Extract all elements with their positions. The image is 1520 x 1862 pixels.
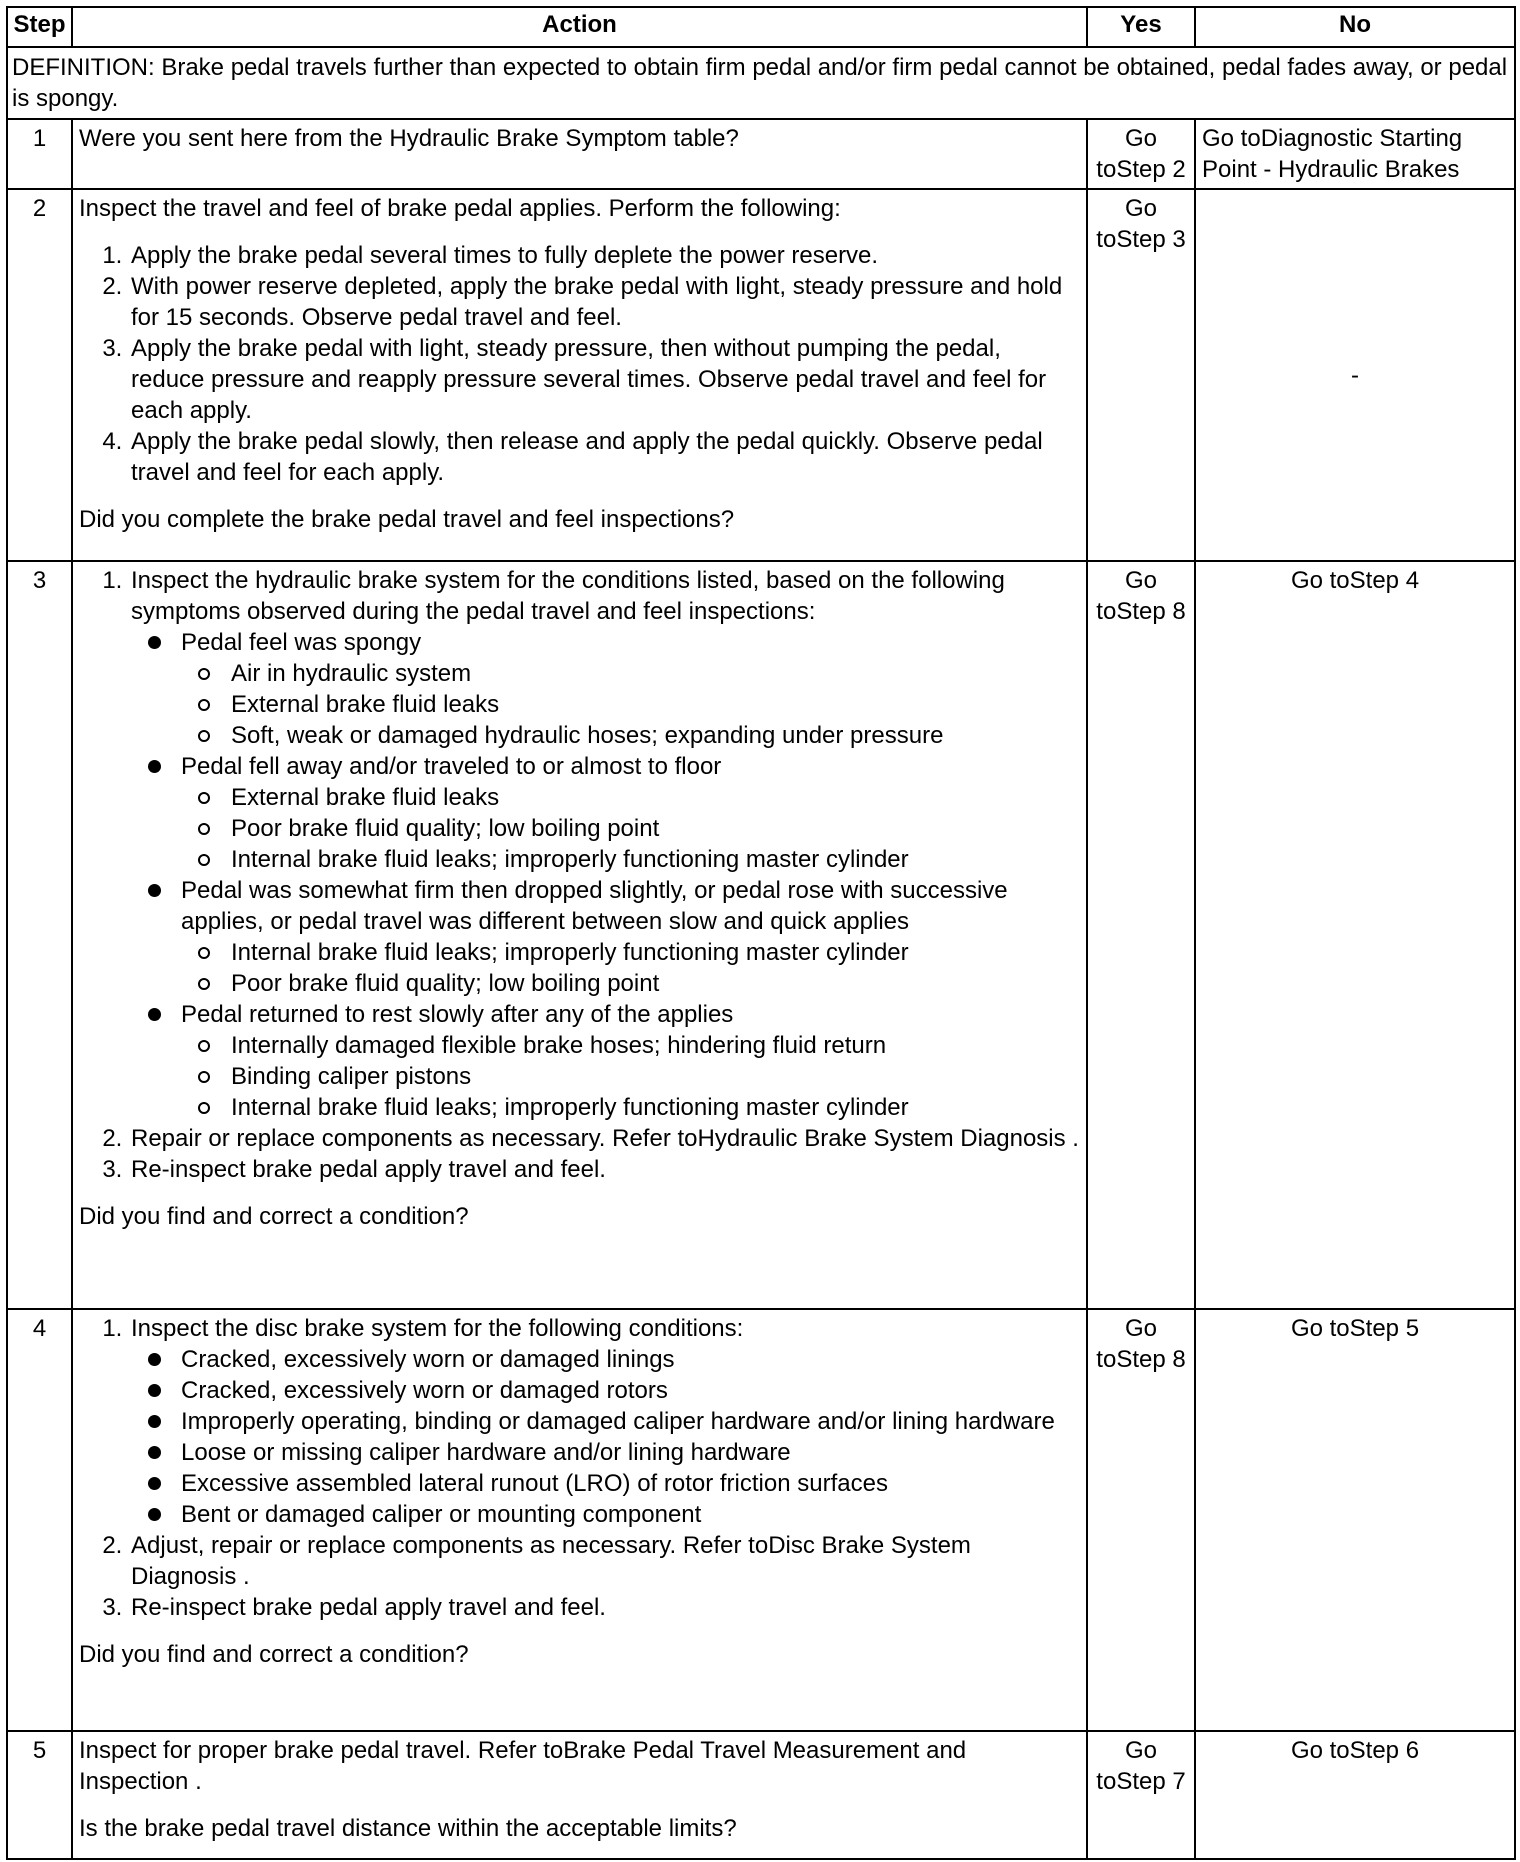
cause-item: External brake fluid leaks <box>231 689 1080 720</box>
action-cell <box>72 1731 1087 1859</box>
action-text: Were you sent here from the Hydraulic Brake Symptom table? <box>72 119 1087 189</box>
cause-item: Poor brake fluid quality; low boiling point <box>231 813 1080 844</box>
procedure-list <box>79 240 1080 488</box>
action-intro: Inspect the travel and feel of brake pedal applies. Perform the following: <box>79 195 841 222</box>
list-item: 2. Repair or replace components as necessary. Refer toHydraulic Brake System Diagnosis . <box>129 1123 1080 1154</box>
step-number: 3 <box>7 561 72 1309</box>
cause-item: Internally damaged flexible brake hoses; hindering fluid return <box>231 1030 1080 1061</box>
step-number: 1 <box>7 119 72 189</box>
table-row <box>7 1731 1515 1859</box>
cause-list <box>181 1030 1080 1123</box>
action-cell <box>72 561 1087 1309</box>
symptom-item <box>181 875 1080 999</box>
condition-item: Cracked, excessively worn or damaged rotors <box>181 1375 1080 1406</box>
cause-item: Binding caliper pistons <box>231 1061 1080 1092</box>
symptom-item <box>181 999 1080 1123</box>
definition-row <box>7 47 1515 119</box>
table-row <box>7 561 1515 1309</box>
header-yes: Yes <box>1087 7 1195 47</box>
header-step: Step <box>7 7 72 47</box>
header-action: Action <box>72 7 1087 47</box>
header-no: No <box>1195 7 1515 47</box>
table-row <box>7 119 1515 189</box>
list-item: 2. Adjust, repair or replace components as necessary. Refer toDisc Brake System Diagnosis . <box>129 1530 1080 1592</box>
no-result: Go toStep 5 <box>1195 1309 1515 1731</box>
condition-list <box>131 1344 1080 1530</box>
symptom-list <box>131 627 1080 1123</box>
table-row <box>7 189 1515 561</box>
step-number: 2 <box>7 189 72 561</box>
list-item: 3. Re-inspect brake pedal apply travel and feel. <box>129 1154 1080 1185</box>
list-item: 4. Apply the brake pedal slowly, then release and apply the pedal quickly. Observe pedal travel and feel for each apply. <box>129 426 1080 488</box>
yes-result: Go toStep 3 <box>1087 189 1195 561</box>
table-row <box>7 1309 1515 1731</box>
definition-text: DEFINITION: Brake pedal travels further than expected to obtain firm pedal and/or firm pedal cannot be obtained, pedal fades away, or pedal is spongy. <box>7 47 1515 119</box>
condition-item: Cracked, excessively worn or damaged linings <box>181 1344 1080 1375</box>
cause-list <box>181 937 1080 999</box>
yes-result: Go toStep 8 <box>1087 1309 1195 1731</box>
action-question: Did you complete the brake pedal travel and feel inspections? <box>79 506 735 533</box>
action-intro: Inspect for proper brake pedal travel. Refer toBrake Pedal Travel Measurement and Inspection . <box>79 1737 967 1795</box>
cause-item: Internal brake fluid leaks; improperly functioning master cylinder <box>231 937 1080 968</box>
diagnostic-table <box>6 6 1516 1860</box>
condition-item: Improperly operating, binding or damaged caliper hardware and/or lining hardware <box>181 1406 1080 1437</box>
no-result: Go toDiagnostic Starting Point - Hydraulic Brakes <box>1195 119 1515 189</box>
symptom-item <box>181 627 1080 751</box>
list-item-text: Inspect the disc brake system for the following conditions: <box>131 1315 744 1342</box>
condition-item: Loose or missing caliper hardware and/or lining hardware <box>181 1437 1080 1468</box>
symptom-label: Pedal feel was spongy <box>181 629 422 656</box>
procedure-list <box>79 565 1080 1185</box>
no-result: - <box>1195 189 1515 561</box>
condition-item: Excessive assembled lateral runout (LRO) of rotor friction surfaces <box>181 1468 1080 1499</box>
list-item: 3. Apply the brake pedal with light, steady pressure, then without pumping the pedal, reduce pressure and reapply pressure several times. Observe pedal travel and feel for each apply. <box>129 333 1080 426</box>
cause-item: External brake fluid leaks <box>231 782 1080 813</box>
no-result: Go toStep 6 <box>1195 1731 1515 1859</box>
cause-list <box>181 782 1080 875</box>
action-question: Did you find and correct a condition? <box>79 1203 469 1230</box>
action-cell <box>72 189 1087 561</box>
cause-item: Poor brake fluid quality; low boiling point <box>231 968 1080 999</box>
yes-result: Go toStep 8 <box>1087 561 1195 1309</box>
symptom-label: Pedal fell away and/or traveled to or almost to floor <box>181 753 722 780</box>
list-item: 3. Re-inspect brake pedal apply travel and feel. <box>129 1592 1080 1623</box>
cause-item: Internal brake fluid leaks; improperly functioning master cylinder <box>231 844 1080 875</box>
cause-item: Air in hydraulic system <box>231 658 1080 689</box>
list-item: 2. With power reserve depleted, apply the brake pedal with light, steady pressure and hold for 15 seconds. Observe pedal travel and feel. <box>129 271 1080 333</box>
cause-list <box>181 658 1080 751</box>
step-number: 5 <box>7 1731 72 1859</box>
list-item: 1. Apply the brake pedal several times to fully deplete the power reserve. <box>129 240 1080 271</box>
symptom-item <box>181 751 1080 875</box>
symptom-label: Pedal returned to rest slowly after any of the applies <box>181 1001 734 1028</box>
step-number: 4 <box>7 1309 72 1731</box>
header-row <box>7 7 1515 47</box>
symptom-label: Pedal was somewhat firm then dropped slightly, or pedal rose with successive applies, or pedal travel was different between slow and quick applies <box>181 877 1008 935</box>
action-cell <box>72 1309 1087 1731</box>
cause-item: Soft, weak or damaged hydraulic hoses; expanding under pressure <box>231 720 1080 751</box>
list-item <box>129 565 1080 1123</box>
list-item <box>129 1313 1080 1530</box>
condition-item: Bent or damaged caliper or mounting component <box>181 1499 1080 1530</box>
list-item-text: Inspect the hydraulic brake system for the conditions listed, based on the following symptoms observed during the pedal travel and feel inspections: <box>131 567 1005 625</box>
yes-result: Go toStep 2 <box>1087 119 1195 189</box>
cause-item: Internal brake fluid leaks; improperly functioning master cylinder <box>231 1092 1080 1123</box>
action-question: Did you find and correct a condition? <box>79 1641 469 1668</box>
action-question: Is the brake pedal travel distance within the acceptable limits? <box>79 1815 737 1842</box>
yes-result: Go toStep 7 <box>1087 1731 1195 1859</box>
no-result: Go toStep 4 <box>1195 561 1515 1309</box>
procedure-list <box>79 1313 1080 1623</box>
